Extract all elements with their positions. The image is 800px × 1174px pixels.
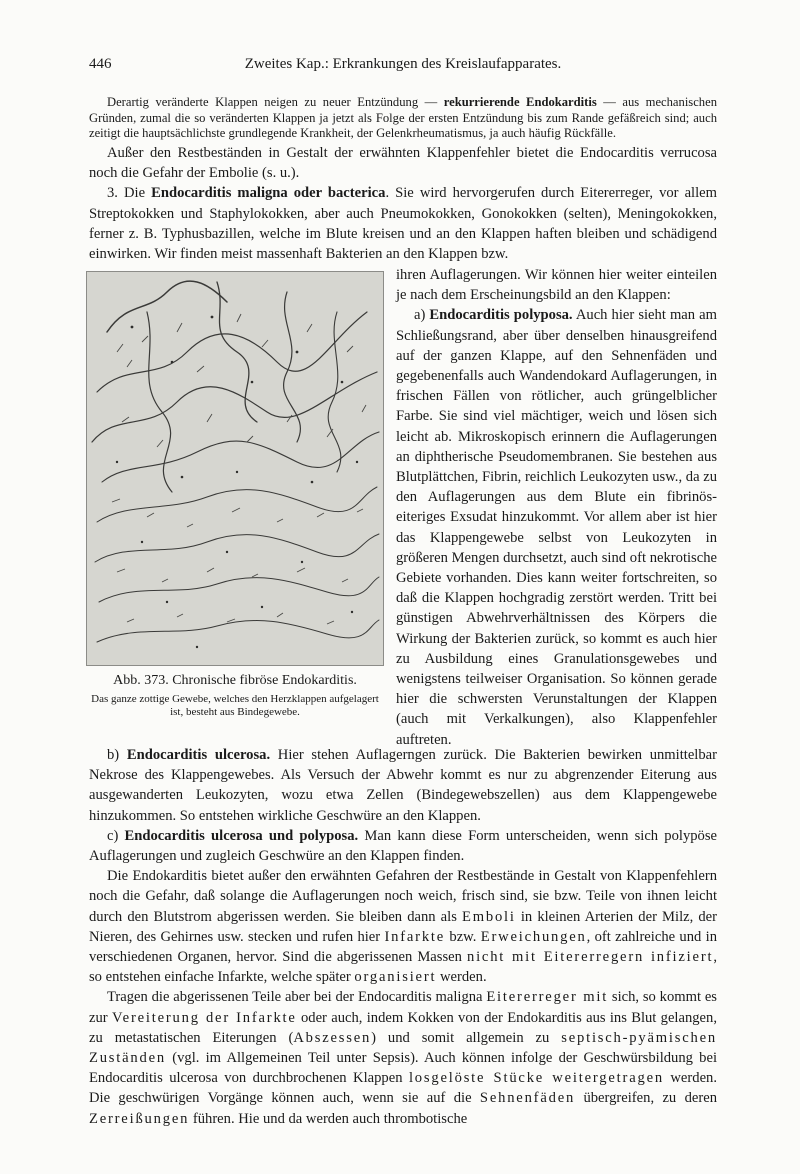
term-ulcerosa: Endocarditis ulcerosa.: [126, 747, 271, 763]
figure-title: Abb. 373. Chronische fibröse Endokarditis.: [113, 673, 357, 688]
term-polyposa: Endocarditis polyposa.: [429, 307, 573, 324]
running-title: Zweites Kap.: Erkrankungen des Kreislaufapparates.: [244, 56, 562, 72]
intro-text-1: Derartig veränderte Klappen neigen zu neuer Entzündung —: [107, 95, 444, 109]
polyposa-text: Auch hier sieht man am Schließungsrand, aber über denselben hinausgreifend auf der ganzen Klappe, auf den Sehnenfäden und gegebenenfalls auch Wandendokard Auflagerungen, in frischen Fällen von rötlicher, auch grüngelblicher Farbe. Sie sind viel mächtiger, weich und lösen sich leicht ab. Mikroskopisch erinnern die Auflagerungen an diphtherische Pseudomembranen. Sie bestehen aus Blutplättchen, Fibrin, reichlich Leukozyten usw., da zu den Auflagerungen aus dem Blute ein fibrinös-eiteriges Exsudat hinzukommt. Vor allem aber ist hier das Klappengewebe selbst von Leukozyten in größeren Mengen durchsetzt, auch sind oft nekrotische Gebiete vorhanden. Dies kann weiter fortschreiten, so daß die Klappen hochgradig zerstört werden. Tritt bei günstigen Abwehrverhältnissen des Körpers die Wirkung der Bakterien zurück, so kommt es auch hier zu Ausbildung eines Granulationsgewebes und wenigstens teilweiser Organisation. So können gerade hier die schwersten Verunstaltungen der Klappen (auch mit Verkalkungen), also Klappenfehler auftreten.: [396, 307, 717, 748]
figure-description: Das ganze zottige Gewebe, welches den Herzklappen aufgelagert ist, besteht aus Bindegewebe.: [91, 693, 379, 718]
paragraph-tragen: [89, 987, 717, 1128]
ulc-poly-text: Man kann diese Form unterscheiden, wenn sich polypöse Auflagerungen und zugleich Geschwüre an den Klappen finden.: [89, 827, 717, 865]
term-vereiterung: Vereiterung der Infarkte: [111, 1009, 297, 1026]
term-ulcerosa-polyposa: Endocarditis ulcerosa und polyposa.: [124, 827, 359, 844]
gef-t4: , oft zahlreiche und in verschiedenen Organen, hervor. Sind die abgerissenen Massen: [89, 928, 717, 966]
figure-image-endokarditis: [86, 271, 384, 666]
term-organisiert: organisiert: [354, 969, 437, 986]
intro-text-2: — aus mechanischen Gründen, zumal die so veränderten Klappen ja jetzt als Folge der ersten Entzündung bis zum Rande gefäßreich sind; auch zeitigt die hauptsächlichste grundlegende Krankheit, der Gelenkrheumatismus, ja auch häufig Rückfälle.: [89, 95, 717, 141]
maligna-text: . Sie wird hervorgerufen durch Eitererreger, vor allem Streptokokken und Staphylokokken, aber auch Pneumokokken, Gonokokken (selten), Meningokokken, ferner z. B. Typhusbazillen, welche im Blute kreisen und an den Klappen haften bleiben und schädigend einwirken. Wir finden meist massenhaft Bakterien an den Klappen bzw.: [89, 185, 717, 263]
body-bottom: [89, 745, 717, 1129]
maligna-num: 3. Die: [107, 185, 152, 202]
tr-t4: ) und somit allgemein zu: [371, 1029, 562, 1046]
gef-t6: werden.: [436, 969, 487, 986]
tr-t3: oder auch, indem Kokken von der Endokarditis aus ins Blut gelangen, zu metastatischen Eiterungen (: [89, 1009, 717, 1046]
term-losgeloeste: losgelöste Stücke weitergetragen: [408, 1070, 664, 1087]
ulcerosa-text: Hier stehen Auflagerngen zurück. Die Bakterien bewirken unmittelbar Nekrose des Klappengewebes. Als Versuch der Abwehr kommt es nur zu abgrenzender Eiterung aus ausgewanderten Leukozyten, wozu etwa Zellen (Bindegewebszellen) aus dem Klappengewebe hinzukommen. So entstehen wirkliche Geschwüre an den Klappen.: [89, 747, 717, 824]
gef-t1: Die Endokarditis bietet außer den erwähnten Gefahren der Restbestände in Gestalt von Klappenfehlern noch die Gefahr, daß solange die Auflagerungen noch weich, frisch sind, sie bzw. Teile von ihnen leicht durch den Blutstrom abgerissen werden. Sie bleiben dann als: [89, 868, 717, 925]
wrap-lead: ihren Auflagerungen. Wir können hier weiter einteilen je nach dem Erscheinungsbild an den Klappen:: [396, 267, 717, 304]
page-number: 446: [89, 56, 112, 72]
gef-t3: bzw.: [445, 928, 481, 945]
term-nicht-infiziert: nicht mit Eitererregern infiziert: [466, 949, 714, 966]
gef-t5: , so entstehen einfache Infarkte, welche später: [89, 949, 717, 986]
ulc-poly-label: c): [107, 827, 125, 844]
term-maligna: Endocarditis maligna: [151, 185, 288, 202]
intro-paragraph-small: [89, 95, 717, 142]
paragraph-maligna: [89, 183, 717, 264]
figure-caption: [86, 672, 384, 718]
paragraph-ulcerosa-polyposa: [89, 826, 717, 866]
polyposa-label: a): [414, 307, 430, 324]
body-top: [89, 143, 717, 264]
paragraph-polyposa: [396, 305, 717, 749]
term-abszessen: Abszessen: [293, 1029, 372, 1046]
tr-t8: führen. Hie und da werden auch thrombotische: [189, 1110, 468, 1127]
term-erweichungen: Erweichungen: [480, 928, 587, 945]
tr-t6: werden. Die geschwürigen Vorgänge können auch, wenn sie auf die: [89, 1070, 717, 1107]
term-infarkte: Infarkte: [384, 928, 446, 945]
term-oder: oder: [287, 185, 328, 202]
paragraph-gefahren: [89, 866, 717, 987]
ulcerosa-label: b): [107, 747, 127, 763]
fibrous-tissue-illustration: [87, 272, 384, 666]
running-header: [89, 56, 717, 78]
wrap-column-text: [396, 265, 717, 750]
gef-t2: in kleinen Arterien der Milz, der Nieren, des Gehirnes usw. stecken und rufen hier: [89, 908, 717, 945]
tr-t7: übergreifen, zu deren: [575, 1090, 717, 1107]
intro-text: [89, 95, 717, 142]
term-bacterica: bacterica: [327, 185, 386, 202]
paragraph-ulcerosa: [89, 745, 717, 826]
term-emboli: Emboli: [461, 908, 516, 925]
term-rekurrierende: rekurrierende Endokarditis: [443, 95, 597, 109]
tr-t5: (vgl. im Allgemeinen Teil unter Sepsis). Auch können infolge der Geschwürsbildung bei Endocarditis ulcerosa von durchbrochenen Klappen: [89, 1050, 717, 1087]
term-septisch: septisch-pyämischen Zuständen: [89, 1029, 718, 1067]
tr-t1: Tragen die abgerissenen Teile aber bei der Endocarditis maligna: [107, 989, 487, 1006]
tr-t2: sich, so kommt es zur: [89, 989, 717, 1026]
term-zerreissungen: Zerreißungen: [89, 1110, 190, 1127]
term-eitererreger-mit: Eitererreger mit: [486, 989, 609, 1006]
paragraph-verrucosa: Außer den Restbeständen in Gestalt der erwähnten Klappenfehler bietet die Endocarditis verrucosa noch die Gefahr der Embolie (s. u.).: [89, 145, 717, 182]
term-sehnenfaeden: Sehnenfäden: [479, 1090, 576, 1107]
